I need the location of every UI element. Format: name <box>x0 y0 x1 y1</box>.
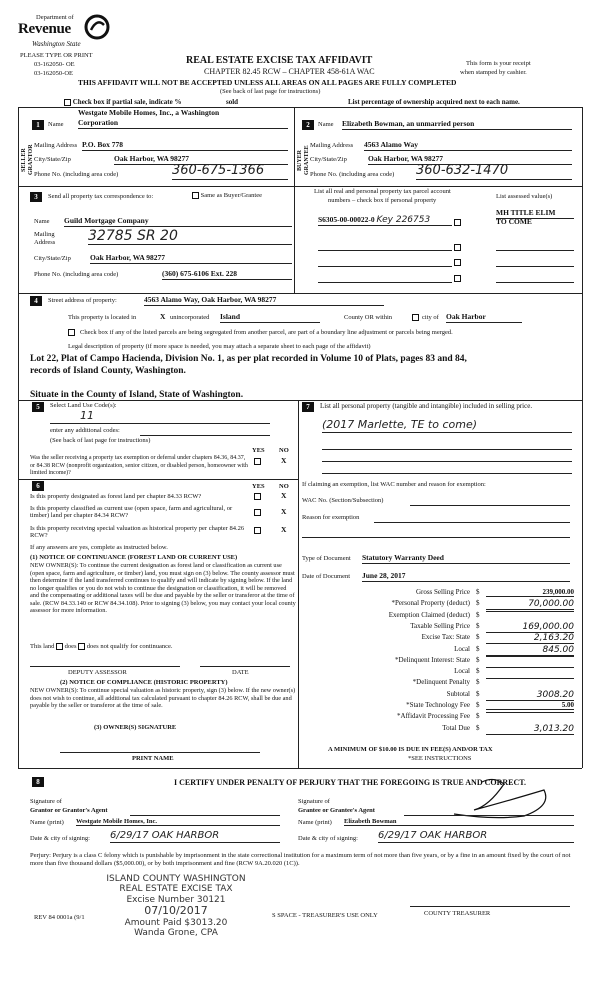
section-3-number: 3 <box>30 192 42 202</box>
current-use-question: Is this property classified as current use (open space, farm and agricultural, or timber) land per chapter 84.34 RCW? <box>30 505 233 520</box>
dor-logo <box>14 12 124 54</box>
calc-row-currency: $ <box>476 723 480 732</box>
this-land-label: This land <box>30 643 55 650</box>
calc-row-label: Gross Selling Price <box>415 588 470 596</box>
current-use-yes-checkbox[interactable] <box>254 509 261 516</box>
calc-row-label: Local <box>454 667 470 676</box>
reason-label: Reason for exemption <box>302 514 360 521</box>
seller-city-label: City/State/Zip <box>34 156 71 163</box>
parcel-checkbox-3[interactable] <box>454 259 461 266</box>
logo-dept-small: Department of <box>36 14 74 21</box>
calc-row-currency: $ <box>476 633 480 642</box>
county-or-within: County OR within <box>344 314 393 321</box>
grantor-name-field[interactable]: Westgate Mobile Homes, Inc. <box>76 818 280 826</box>
same-as-buyer-checkbox[interactable] <box>192 192 199 199</box>
doc-type-label: Type of Document <box>302 555 351 562</box>
seller-mail-field[interactable]: P.O. Box 778 <box>82 141 288 151</box>
receipt-note-2: when stamped by cashier. <box>460 69 527 76</box>
receipt-note-1: This form is your receipt <box>466 60 531 67</box>
deferral-no-answer[interactable]: X <box>281 456 287 465</box>
calc-row-value[interactable] <box>486 667 574 668</box>
see-back-note: (See back of last page for instructions) <box>220 88 321 95</box>
calc-row-currency: $ <box>476 701 480 709</box>
owner-signature-label: (3) OWNER(S) SIGNATURE <box>94 724 177 731</box>
section-8-number: 8 <box>32 777 44 787</box>
tax-mail-field[interactable]: 32785 SR 20 <box>88 228 292 245</box>
parcel-header-1: List all real and personal property tax parcel account <box>314 188 451 195</box>
seller-mail-label: Mailing Address <box>34 142 78 149</box>
calc-row <box>300 611 580 622</box>
print-name-label: PRINT NAME <box>132 755 174 762</box>
parcel-number-field[interactable] <box>318 215 452 226</box>
does-not-checkbox[interactable] <box>78 643 85 650</box>
buyer-mail-field[interactable]: 4563 Alamo Way <box>364 141 572 151</box>
calc-row-value[interactable]: 70,000.00 <box>486 599 574 610</box>
calc-row-label: Total Due <box>442 723 470 732</box>
forest-no-answer[interactable]: X <box>281 491 287 500</box>
same-as-buyer-row <box>192 192 262 199</box>
stamp-line-4: 07/10/2017 <box>144 904 208 918</box>
assessed-header: List assessed value(s) <box>496 193 553 200</box>
calc-row-value[interactable] <box>486 656 574 657</box>
city-field[interactable]: Oak Harbor <box>446 313 522 323</box>
land-use-see-back: (See back of last page for instructions) <box>50 437 151 444</box>
parcel-key: Key 226753 <box>376 215 431 225</box>
calc-row <box>300 656 580 667</box>
calc-row-label: *Delinquent Penalty <box>412 678 470 687</box>
logo-swirl-icon <box>84 14 110 40</box>
tax-mail-label: Mailing <box>34 231 55 238</box>
seller-phone-label: Phone No. (including area code) <box>34 171 119 178</box>
calc-row-label: Subtotal <box>446 689 470 698</box>
seller-phone-field[interactable]: 360-675-1366 <box>172 164 288 180</box>
deputy-assessor-label: DEPUTY ASSESSOR <box>68 669 127 676</box>
calc-row <box>300 678 580 689</box>
seller-side-label: SELLER GRANTOR <box>21 144 34 176</box>
warning-banner: THIS AFFIDAVIT WILL NOT BE ACCEPTED UNLESS ALL AREAS ON ALL PAGES ARE FULLY COMPLETED <box>78 78 457 87</box>
calc-row <box>300 599 580 610</box>
seller-name-line1[interactable]: Westgate Mobile Homes, Inc., a Washington <box>78 108 220 117</box>
logo-dept-state: Washington State <box>32 40 81 48</box>
calc-row <box>300 712 580 723</box>
q6-yes-header: YES <box>252 483 265 490</box>
calc-row-currency: $ <box>476 689 480 698</box>
land-use-label: Select Land Use Code(s): <box>50 402 117 409</box>
stamp-line-1: ISLAND COUNTY WASHINGTON <box>106 874 246 884</box>
q6-no-header: NO <box>279 483 289 490</box>
calc-row-value[interactable]: 3008.20 <box>486 690 574 701</box>
calc-row-value[interactable]: 169,000.00 <box>486 622 574 633</box>
buyer-mail-label: Mailing Address <box>310 142 354 149</box>
grantee-sig-label-1: Signature of <box>298 798 330 805</box>
tax-phone-field[interactable]: (360) 675-6106 Ext. 228 <box>162 270 292 280</box>
unincorporated-label: unincorporated <box>170 314 210 321</box>
additional-codes-label: enter any additional codes: <box>50 427 120 434</box>
calc-row <box>300 645 580 656</box>
partial-sale-label: Check box if partial sale, indicate % <box>72 98 182 106</box>
historic-no-answer[interactable]: X <box>281 525 287 534</box>
assessor-date-label: DATE <box>232 669 249 676</box>
doc-date-label: Date of Document <box>302 573 351 580</box>
section-6-number: 6 <box>32 481 44 491</box>
calc-row-label: Local <box>454 644 470 653</box>
buyer-phone-label: Phone No. (including area code) <box>310 171 395 178</box>
buyer-side-label: BUYER GRANTEE <box>297 145 310 175</box>
street-label: Street address of property: <box>48 297 117 304</box>
city-of-checkbox[interactable] <box>412 314 419 321</box>
calc-row-currency: $ <box>476 712 480 721</box>
legal-description-line1: Lot 22, Plat of Campo Hacienda, Division No. 1, as per plat recorded in Volume 10 of Plats, pages 83 and 84, <box>30 354 467 364</box>
treasurer-space-label: S SPACE - TREASURER'S USE ONLY <box>272 912 378 919</box>
same-as-buyer-label: Same as Buyer/Grantee <box>200 192 262 199</box>
section-2-number: 2 <box>302 120 314 130</box>
calc-row-value[interactable]: 3,013.20 <box>486 724 574 735</box>
notice-continuance-body: NEW OWNER(S): To continue the current designation as forest land or classification as current use (open space, farm and agriculture, or timber) land, you must sign on (3) below. The county assessor must then determine if the land transferred continues to qualify and will indicate by signing below. If the land no longer qualifies or you do not wish to continue the designation or classification, it will be removed and the compensating or additional taxes will be due and payable by the seller or transferor at the time of sale. (RCW 84.33.140 or RCW 84.34.108). Prior to signing (3) below, you may contact your local county assessor for more information. <box>30 562 296 615</box>
form-code-2: 03-162050-OE <box>34 70 73 77</box>
minimum-fee-note: A MINIMUM OF $10.00 IS DUE IN FEE(S) AND/OR TAX <box>328 746 493 753</box>
this-land-row <box>30 643 173 650</box>
notice-compliance-body: NEW OWNER(S): To continue special valuation as historic property, sign (3) below. If the new owner(s) does not wish to continue, all additional tax calculated pursuant to chapter 84.26 RCW, shall be due and payable by the seller or transferor at the time of sale. <box>30 687 296 710</box>
calc-row-value[interactable]: 845.00 <box>486 645 574 656</box>
calc-row-value[interactable]: 2,163.20 <box>486 633 574 644</box>
tax-city-field[interactable]: Oak Harbor, WA 98277 <box>90 254 292 264</box>
calc-row-currency: $ <box>476 599 480 608</box>
stamp-line-2: REAL ESTATE EXCISE TAX <box>119 884 233 895</box>
calc-row-currency: $ <box>476 678 480 687</box>
exemption-label: If claiming an exemption, list WAC number and reason for exemption: <box>302 481 486 488</box>
grantee-date-field[interactable]: 6/29/17 OAK HARBOR <box>378 830 574 843</box>
section-4-number: 4 <box>30 296 42 306</box>
calc-row-label: Exemption Claimed (deduct) <box>388 610 470 619</box>
partial-sale-checkbox[interactable] <box>64 99 71 106</box>
assessed-value-1[interactable]: MH TITLE ELIM <box>496 209 574 219</box>
parcel-checkbox-2[interactable] <box>454 244 461 251</box>
deferral-yes-checkbox[interactable] <box>254 458 261 465</box>
section-1-number: 1 <box>32 120 44 130</box>
seller-name-label: Name <box>48 121 64 128</box>
form-title: REAL ESTATE EXCISE TAX AFFIDAVIT <box>186 55 373 66</box>
legal-description-label: Legal description of property (if more space is needed, you may attach a separate sheet to each page of the affidavit) <box>68 343 371 350</box>
calc-row-value[interactable]: 239,000.00 <box>486 588 574 597</box>
partial-sale-row <box>64 98 181 106</box>
calc-row-label: *Personal Property (deduct) <box>391 599 470 608</box>
calc-row-label: Taxable Selling Price <box>410 621 470 630</box>
calc-row-currency: $ <box>476 610 480 619</box>
calc-row-label: *State Technology Fee <box>406 701 470 709</box>
see-instructions-note: *SEE INSTRUCTIONS <box>408 755 472 762</box>
calc-row-label: Excise Tax: State <box>421 633 470 642</box>
historic-question: Is this property receiving special valuation as historical property per chapter 84.26 RCW? <box>30 525 245 540</box>
calc-row <box>300 724 580 735</box>
assessed-value-2[interactable]: TO COME <box>496 217 532 226</box>
doc-type-field[interactable]: Statutory Warranty Deed <box>362 554 570 564</box>
grantor-sig-label-1: Signature of <box>30 798 62 805</box>
grantee-sig-label-2: Grantee or Grantee's Agent <box>298 807 375 814</box>
tax-phone-label: Phone No. (including area code) <box>34 271 119 278</box>
send-correspondence-label: Send all property tax correspondence to: <box>48 193 154 200</box>
calc-row <box>300 633 580 644</box>
if-yes-note: If any answers are yes, complete as instructed below. <box>30 544 168 551</box>
unincorporated-x: X <box>160 312 166 321</box>
grantor-date-field[interactable]: 6/29/17 OAK HARBOR <box>110 830 280 843</box>
does-not-label: does not qualify for continuance. <box>86 643 173 650</box>
calc-row <box>300 690 580 701</box>
section-7-number: 7 <box>302 402 314 412</box>
q5-no-header: NO <box>279 447 289 454</box>
does-checkbox[interactable] <box>56 643 63 650</box>
street-field[interactable]: 4563 Alamo Way, Oak Harbor, WA 98277 <box>144 296 384 306</box>
seller-name-line2[interactable]: Corporation <box>78 119 288 129</box>
calc-row-currency: $ <box>476 667 480 676</box>
calc-row-value[interactable] <box>486 611 574 612</box>
personal-property-label: List all personal property (tangible and intangible) included in selling price. <box>320 402 533 410</box>
segregated-label: Check box if any of the listed parcels are being segregated from another parcel, are part of a boundary line adjustment or parcels being merged. <box>80 329 453 336</box>
city-of-label: city of <box>422 314 439 321</box>
calc-row <box>300 701 580 712</box>
current-use-no-answer[interactable]: X <box>281 507 287 516</box>
calc-row-currency: $ <box>476 655 480 664</box>
situate-line: Situate in the County of Island, State of Washington. <box>30 390 244 400</box>
calc-row-value[interactable]: 5.00 <box>486 701 574 710</box>
located-label: This property is located in <box>68 314 137 321</box>
parcel-number: S6305-00-00022-0 <box>318 215 375 224</box>
doc-date-field[interactable]: June 28, 2017 <box>362 572 570 582</box>
sold-label: sold <box>226 98 239 106</box>
calc-row <box>300 588 580 599</box>
grantor-date-label: Date & city of signing: <box>30 835 90 842</box>
buyer-phone-field[interactable]: 360-632-1470 <box>416 164 572 180</box>
segregated-checkbox[interactable] <box>68 329 75 336</box>
county-field[interactable]: Island <box>220 313 320 323</box>
personal-property-field[interactable]: (2017 Marlette, TE to come) <box>322 419 572 433</box>
calc-row-value[interactable] <box>486 712 574 713</box>
does-label: does <box>64 643 77 650</box>
stamp-line-6: Wanda Grone, CPA <box>134 928 218 939</box>
calc-row-value[interactable] <box>486 678 574 679</box>
form-revision: REV 84 0001a (9/1 <box>34 914 85 921</box>
buyer-name-label: Name <box>318 121 334 128</box>
tax-name-label: Name <box>34 218 50 225</box>
calc-row-label: *Affidavit Processing Fee <box>397 712 470 721</box>
calc-row-currency: $ <box>476 621 480 630</box>
notice-compliance-title: (2) NOTICE OF COMPLIANCE (HISTORIC PROPERTY) <box>60 679 228 686</box>
buyer-name-field[interactable]: Elizabeth Bowman, an unmarried person <box>342 120 572 130</box>
form-code-1: 03-162050- OE <box>34 61 75 68</box>
list-percentage: List percentage of ownership acquired next to each name. <box>348 98 520 106</box>
parcel-checkbox-4[interactable] <box>454 275 461 282</box>
legal-description-line2: records of Island County, Washington. <box>30 366 186 376</box>
grantee-name-field[interactable]: Elizabeth Bowman <box>344 818 574 826</box>
grantee-date-label: Date & city of signing: <box>298 835 358 842</box>
calc-row-label: *Delinquent Interest: State <box>394 655 470 664</box>
grantee-name-label: Name (print) <box>298 819 332 826</box>
parcel-header-2: numbers – check box if personal property <box>328 197 437 204</box>
deferral-question: Was the seller receiving a property tax exemption or deferral under chapters 84.36, 84.37, or 84.38 RCW (nonprofit organization, senior citizen, or disabled person, homeowner with limited income)? <box>30 455 248 476</box>
calc-row <box>300 667 580 678</box>
q5-yes-header: YES <box>252 447 265 454</box>
buyer-city-field[interactable]: Oak Harbor, WA 98277 <box>368 155 572 165</box>
calc-row-currency: $ <box>476 588 480 596</box>
form-chapter: CHAPTER 82.45 RCW – CHAPTER 458-61A WAC <box>204 67 375 76</box>
forest-land-question: Is this property designated as forest land per chapter 84.33 RCW? <box>30 493 202 500</box>
tax-city-label: City/State/Zip <box>34 255 71 262</box>
section-5-number: 5 <box>32 402 44 412</box>
historic-yes-checkbox[interactable] <box>254 527 261 534</box>
county-treasurer-label: COUNTY TREASURER <box>424 910 491 917</box>
parcel-checkbox-1[interactable] <box>454 219 461 226</box>
treasurer-stamp <box>86 874 266 938</box>
stamp-line-5: Amount Paid $3013.20 <box>124 917 228 928</box>
perjury-statement: Perjury: Perjury is a class C felony which is punishable by imprisonment in the state correctional institution for a maximum term of not more than five years, or by a fine in an amount fixed by the court of not more than five thousand dollars ($5,000.00), or by both imprisonment and fine (RCW 9A.20.020 (1C)). <box>30 852 571 868</box>
tax-mail-label-2: Address <box>34 239 56 246</box>
buyer-city-label: City/State/Zip <box>310 156 347 163</box>
land-use-field[interactable]: 11 <box>50 410 270 424</box>
seller-city-field[interactable]: Oak Harbor, WA 98277 <box>114 155 288 165</box>
wac-label: WAC No. (Section/Subsection) <box>302 497 384 504</box>
grantor-sig-label-2: Grantor or Grantor's Agent <box>30 807 108 814</box>
tax-name-field[interactable]: Guild Mortgage Company <box>64 217 292 227</box>
logo-dept-name: Revenue <box>18 21 71 37</box>
calc-row-currency: $ <box>476 644 480 653</box>
forest-yes-checkbox[interactable] <box>254 493 261 500</box>
grantor-name-label: Name (print) <box>30 819 64 826</box>
please-type: PLEASE TYPE OR PRINT <box>20 52 93 59</box>
stamp-line-3: Excise Number 30121 <box>126 894 226 905</box>
certify-statement: I CERTIFY UNDER PENALTY OF PERJURY THAT THE FOREGOING IS TRUE AND CORRECT. <box>174 778 527 787</box>
calc-row <box>300 622 580 633</box>
notice-continuance-title: (1) NOTICE OF CONTINUANCE (FOREST LAND OR CURRENT USE) <box>30 554 238 561</box>
